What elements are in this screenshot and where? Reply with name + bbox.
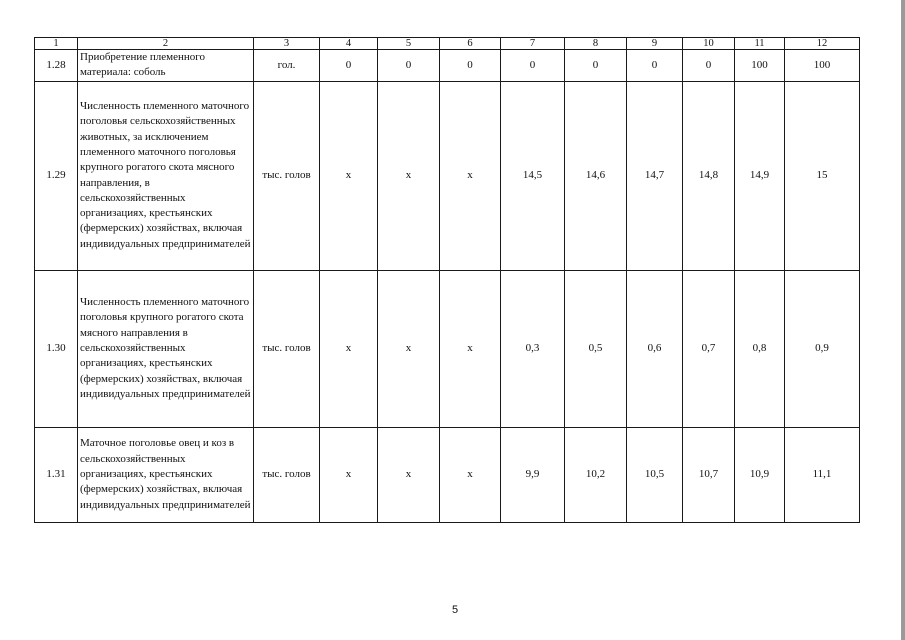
value-cell: x [378,427,440,522]
value-cell: 0,3 [501,270,565,427]
row-number: 1.28 [35,50,78,82]
unit-cell: тыс. голов [254,270,320,427]
value-cell: x [378,270,440,427]
value-cell: 0 [320,50,378,82]
value-cell: 0 [440,50,501,82]
column-number: 7 [501,38,565,50]
value-cell: 15 [785,81,860,270]
column-number: 8 [565,38,627,50]
value-cell: 14,5 [501,81,565,270]
scan-edge [901,0,905,640]
row-number: 1.31 [35,427,78,522]
column-number: 4 [320,38,378,50]
value-cell: 0 [627,50,683,82]
column-number-row [35,38,860,50]
column-number: 12 [785,38,860,50]
value-cell: x [378,81,440,270]
value-cell: 0,8 [735,270,785,427]
value-cell: 9,9 [501,427,565,522]
value-cell: x [440,427,501,522]
value-cell: 0 [378,50,440,82]
column-number: 1 [35,38,78,50]
value-cell: 10,9 [735,427,785,522]
value-cell: 10,7 [683,427,735,522]
table-row [35,50,860,82]
table-row [35,427,860,522]
value-cell: 0 [565,50,627,82]
row-number: 1.30 [35,270,78,427]
unit-cell: гол. [254,50,320,82]
column-number: 2 [78,38,254,50]
indicator-name: Численность племенного маточного поголовья крупного рогатого скота мясного направления в сельскохозяйственных организациях, крестьянских (фермерских) хозяйствах, включая индивидуальных предпринимателей [78,270,254,427]
column-number: 11 [735,38,785,50]
value-cell: 0,6 [627,270,683,427]
value-cell: 100 [785,50,860,82]
unit-cell: тыс. голов [254,427,320,522]
indicator-name: Маточное поголовье овец и коз в сельскохозяйственных организациях, крестьянских (фермерских) хозяйствах, включая индивидуальных предпринимателей [78,427,254,522]
row-number: 1.29 [35,81,78,270]
value-cell: 14,8 [683,81,735,270]
value-cell: 0,7 [683,270,735,427]
column-number: 6 [440,38,501,50]
indicators-table [34,37,860,523]
value-cell: x [320,81,378,270]
value-cell: 10,2 [565,427,627,522]
table-row [35,81,860,270]
value-cell: x [320,427,378,522]
page-number: 5 [451,604,459,616]
indicator-name: Приобретение племенного материала: соболь [78,50,254,82]
value-cell: x [320,270,378,427]
value-cell: x [440,81,501,270]
value-cell: 0 [501,50,565,82]
value-cell: 14,9 [735,81,785,270]
value-cell: 14,6 [565,81,627,270]
value-cell: 0,9 [785,270,860,427]
column-number: 5 [378,38,440,50]
value-cell: 10,5 [627,427,683,522]
value-cell: 100 [735,50,785,82]
value-cell: 11,1 [785,427,860,522]
value-cell: 0 [683,50,735,82]
unit-cell: тыс. голов [254,81,320,270]
column-number: 10 [683,38,735,50]
table-row [35,270,860,427]
value-cell: 0,5 [565,270,627,427]
indicator-name: Численность племенного маточного поголовья сельскохозяйственных животных, за исключением племенного маточного поголовья крупного рогатого скота мясного направления, в сельскохозяйственных организациях, крестьянских (фермерских) хозяйствах, включая индивидуальных предпринимателей [78,81,254,270]
value-cell: x [440,270,501,427]
column-number: 3 [254,38,320,50]
value-cell: 14,7 [627,81,683,270]
column-number: 9 [627,38,683,50]
